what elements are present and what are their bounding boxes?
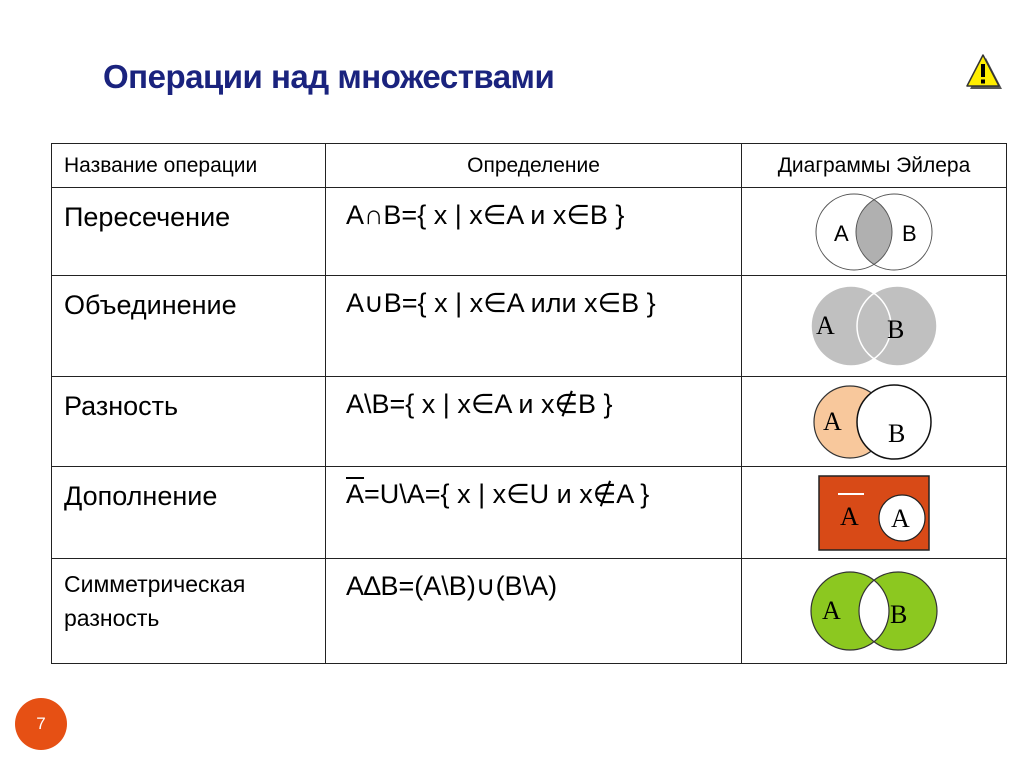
header-name: Название операции xyxy=(52,144,326,188)
euler-diagram-cell xyxy=(742,276,1007,377)
euler-diagram-cell xyxy=(742,377,1007,467)
operation-definition: A∪B={ x | x∈A или x∈B } xyxy=(326,276,742,377)
operation-definition xyxy=(326,467,742,559)
warning-icon xyxy=(962,52,1004,92)
operation-name: Пересечение xyxy=(52,188,326,276)
label-b: B xyxy=(887,315,905,344)
label-b: B xyxy=(902,220,917,246)
complement-symbol: $\overline{A}$ xyxy=(346,479,365,509)
page-number-badge: 7 xyxy=(15,698,67,750)
difference-diagram xyxy=(804,382,944,462)
operation-definition: A∩B={ x | x∈A и x∈B } xyxy=(326,188,742,276)
label-a: A xyxy=(834,220,849,246)
label-a: A xyxy=(891,503,910,533)
table-row xyxy=(52,276,1007,377)
table-header-row xyxy=(52,144,1007,188)
operations-table xyxy=(51,143,1007,664)
euler-diagram-cell xyxy=(742,467,1007,559)
label-b: B xyxy=(890,600,908,629)
table-row xyxy=(52,188,1007,276)
header-definition: Определение xyxy=(326,144,742,188)
table-row xyxy=(52,559,1007,664)
label-b: B xyxy=(888,418,906,448)
union-diagram xyxy=(804,283,944,369)
operation-definition: A∆B=(A\B)∪(B\A) xyxy=(326,559,742,664)
label-a-complement: A xyxy=(840,501,859,531)
table-row xyxy=(52,467,1007,559)
operation-definition: A\B={ x | x∈A и x∉B } xyxy=(326,377,742,467)
operation-name: Объединение xyxy=(52,276,326,377)
intersection-diagram xyxy=(804,191,944,273)
table-row xyxy=(52,377,1007,467)
page-title: Операции над множествами xyxy=(103,58,555,95)
operation-name: Разность xyxy=(52,377,326,467)
operation-name: Симметрическая разность xyxy=(52,559,326,664)
euler-diagram-cell xyxy=(742,188,1007,276)
complement-diagram xyxy=(818,475,930,551)
operation-name: Дополнение xyxy=(52,467,326,559)
label-a: A xyxy=(816,311,835,340)
label-a: A xyxy=(822,596,841,625)
label-a: A xyxy=(823,406,842,436)
euler-diagram-cell xyxy=(742,559,1007,664)
symmetric-difference-diagram xyxy=(804,568,944,654)
definition-text: =U\A={ x | x∈U и x∉A } xyxy=(364,479,650,509)
header-diagram: Диаграммы Эйлера xyxy=(742,144,1007,188)
